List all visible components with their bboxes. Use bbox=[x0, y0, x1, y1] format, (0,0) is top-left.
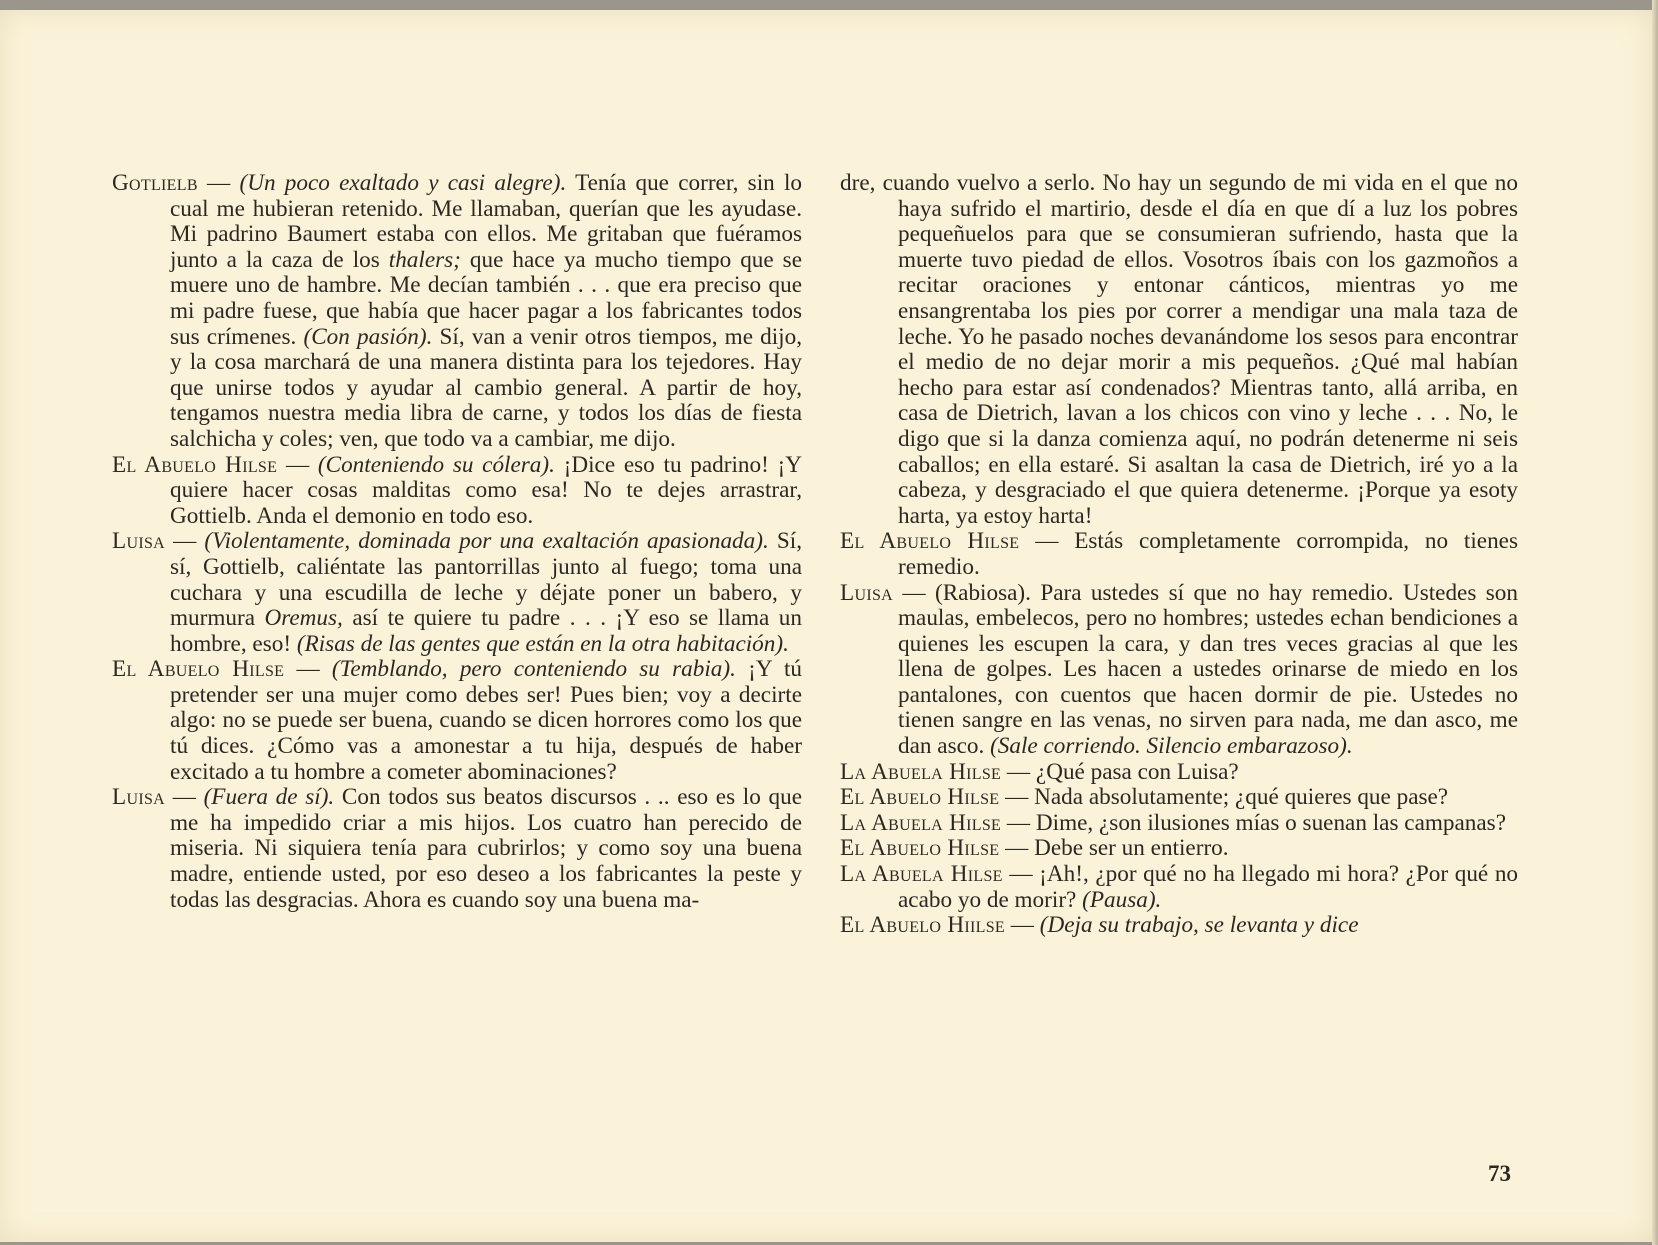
dialogue-paragraph bbox=[840, 862, 1518, 913]
page-number: 73 bbox=[1488, 1161, 1511, 1186]
dialogue-text: Tenía que correr, sin lo cual me hubieran retenido. Me llamaban, querían que les ayudase. Mi padrino Baumert estaba con ellos. Me gritaban que fuéramos junto a la caza de los bbox=[170, 170, 803, 273]
stage-direction: (Deja su trabajo, se levanta y dice bbox=[1039, 912, 1359, 939]
dialogue-paragraph bbox=[112, 171, 802, 453]
dialogue-paragraph bbox=[840, 760, 1518, 786]
speaker-name: Luisa bbox=[112, 784, 165, 811]
stage-direction: (Violentamente, dominada por una exaltación apasionada). bbox=[204, 528, 769, 555]
dialogue-paragraph bbox=[112, 453, 802, 530]
dialogue-paragraph bbox=[840, 811, 1518, 837]
stage-direction: (Pausa). bbox=[1082, 886, 1162, 913]
right-column bbox=[840, 171, 1518, 939]
dialogue-paragraph bbox=[112, 657, 802, 785]
dialogue-paragraph bbox=[840, 785, 1518, 811]
page-edge bbox=[1652, 0, 1658, 1245]
stage-direction: (Risas de las gentes que están en la otra habitación). bbox=[296, 630, 789, 657]
dialogue-text: — bbox=[277, 451, 318, 478]
dialogue-paragraph bbox=[840, 913, 1518, 939]
speaker-name: El Abuelo Hilse bbox=[840, 835, 1000, 862]
dialogue-text: — ¿Qué pasa con Luisa? bbox=[1001, 758, 1239, 785]
stage-direction: (Un poco exaltado y casi alegre). bbox=[239, 170, 567, 196]
dialogue-text: — Debe ser un entierro. bbox=[999, 835, 1229, 862]
speaker-name: La Abuela Hilse bbox=[840, 758, 1002, 785]
speaker-name: La Abuela Hilse bbox=[840, 809, 1002, 836]
dialogue-text: — Estás completamente corrompida, no tienes remedio. bbox=[898, 528, 1518, 580]
dialogue-paragraph bbox=[840, 581, 1518, 760]
stage-direction: thalers; bbox=[388, 246, 461, 273]
dialogue-text: — bbox=[197, 170, 240, 196]
stage-direction: (Temblando, pero conteniendo su rabia). bbox=[331, 656, 736, 683]
speaker-name: Luisa bbox=[840, 579, 893, 606]
speaker-name: Luisa bbox=[112, 528, 165, 555]
dialogue-text: — (Rabiosa). Para ustedes sí que no hay remedio. Ustedes son maulas, embelecos, pero no hombres; ustedes echan bendiciones a quienes les escupen la cara, y dan tres veces gracias al que les llena de golpes. Les hacen a ustedes orinarse de miedo en los pantalones, con cuentos que hacen dormir de pie. Ustedes no tienen sangre en las venas, no sirven para nada, me dan asco, me dan asco. bbox=[893, 579, 1518, 760]
dialogue-text: — bbox=[1004, 912, 1040, 939]
stage-direction: (Sale corriendo. Silencio embarazoso). bbox=[990, 733, 1353, 760]
dialogue-text: que hace ya mucho tiempo que se muere uno de hambre. Me decían también . . . que era preciso que mi padre fuese, que había que hacer pagar a los fabricantes todos sus crímenes. bbox=[170, 246, 802, 350]
speaker-name: El Abuelo Hiilse bbox=[840, 912, 1005, 939]
dialogue-text: Sí, van a venir otros tiempos, me dijo, y la cosa marchará de una manera distinta para los tejedores. Hay que unirse todos y ayudar al cambio general. A partir de hoy, tengamos nuestra media libra de carne, y todos los días de fiesta salchicha y coles; ven, que todo va a cambiar, me dijo. bbox=[170, 323, 803, 452]
dialogue-paragraph bbox=[840, 836, 1518, 862]
dialogue-text: dre, cuando vuelvo a serlo. No hay un segundo de mi vida en el que no haya sufrido el martirio, desde el día en que dí a luz los pobres pequeñuelos para que se consumieran sufriendo, hasta que la muerte tuvo piedad de ellos. Vosotros íbais con los gazmoños a recitar oraciones y entonar cánticos, mientras yo me ensangrentaba los pies por correr a mendigar una mala taza de leche. Yo he pasado noches devanándome los sesos para encontrar el medio de no dejar morir a mis pequeños. ¿Qué mal habían hecho para estar así condenados? Mientras tanto, allá arriba, en casa de Dietrich, lavan a los chicos con vino y leche . . . No, le digo que si la danza comienza aquí, no podrán detenerme ni seis caballos; en ella estaré. Si asaltan la casa de Dietrich, iré yo a la cabeza, y desgraciado el que quiera detenerme. ¡Porque ya esoty harta, ya estoy harta! bbox=[840, 170, 1518, 529]
dialogue-paragraph bbox=[840, 171, 1518, 529]
speaker-name: La Abuela Hilse bbox=[840, 861, 1003, 888]
dialogue-text: — bbox=[165, 528, 205, 555]
dialogue-text: así te quiere tu padre . . . ¡Y eso se llama un hombre, eso! bbox=[170, 605, 802, 657]
dialogue-text: Sí, sí, Gottielb, caliéntate las pantorrillas junto al fuego; toma una cuchara y una escudilla de leche y déjate poner un babero, y murmura bbox=[170, 528, 803, 632]
speaker-name: El Abuelo Hilse bbox=[840, 528, 1020, 555]
speaker-name: El Abuelo Hilse bbox=[112, 451, 278, 478]
book-page bbox=[0, 10, 1652, 1242]
dialogue-paragraph bbox=[112, 529, 802, 657]
speaker-name: El Abuelo Hilse bbox=[840, 784, 1000, 811]
dialogue-text: ¡Y tú pretender ser una mujer como debes ser! Pues bien; voy a decirte algo: no se puede ser buena, cuando se dicen horrores como los que tú dices. ¿Cómo vas a amonestar a tu hija, después de haber excitado a tu hombre a cometer abominaciones? bbox=[170, 656, 802, 785]
dialogue-paragraph bbox=[112, 785, 802, 913]
dialogue-text: — ¡Ah!, ¿por qué no ha llegado mi hora? ¿Por qué no acabo yo de morir? bbox=[898, 861, 1519, 913]
dialogue-text: Con todos sus beatos discursos . .. eso es lo que me ha impedido criar a mis hijos. Los cuatro han perecido de miseria. Ni siquiera tenía para cubrirlos; y como soy una buena madre, entiende usted, por eso deseo a los fabricantes la peste y todas las desgracias. Ahora es cuando soy una buena ma- bbox=[170, 784, 803, 913]
dialogue-paragraph bbox=[840, 529, 1518, 580]
left-column bbox=[112, 171, 802, 913]
dialogue-text: — bbox=[165, 784, 204, 811]
dialogue-text: — bbox=[284, 656, 332, 683]
stage-direction: (Con pasión). bbox=[303, 323, 433, 350]
dialogue-text: — Dime, ¿son ilusiones mías o suenan las campanas? bbox=[1001, 809, 1506, 836]
speaker-name: El Abuelo Hilse bbox=[112, 656, 285, 683]
stage-direction: Oremus, bbox=[264, 605, 343, 632]
dialogue-text: ¡Dice eso tu padrino! ¡Y quiere hacer cosas malditas como esa! No te dejes arrastrar, Gottielb. Anda el demonio en todo eso. bbox=[170, 451, 803, 529]
speaker-name: Gotlielb bbox=[112, 170, 198, 196]
stage-direction: (Conteniendo su cólera). bbox=[317, 451, 555, 478]
dialogue-text: — Nada absolutamente; ¿qué quieres que pase? bbox=[999, 784, 1449, 811]
stage-direction: (Fuera de sí). bbox=[203, 784, 335, 811]
